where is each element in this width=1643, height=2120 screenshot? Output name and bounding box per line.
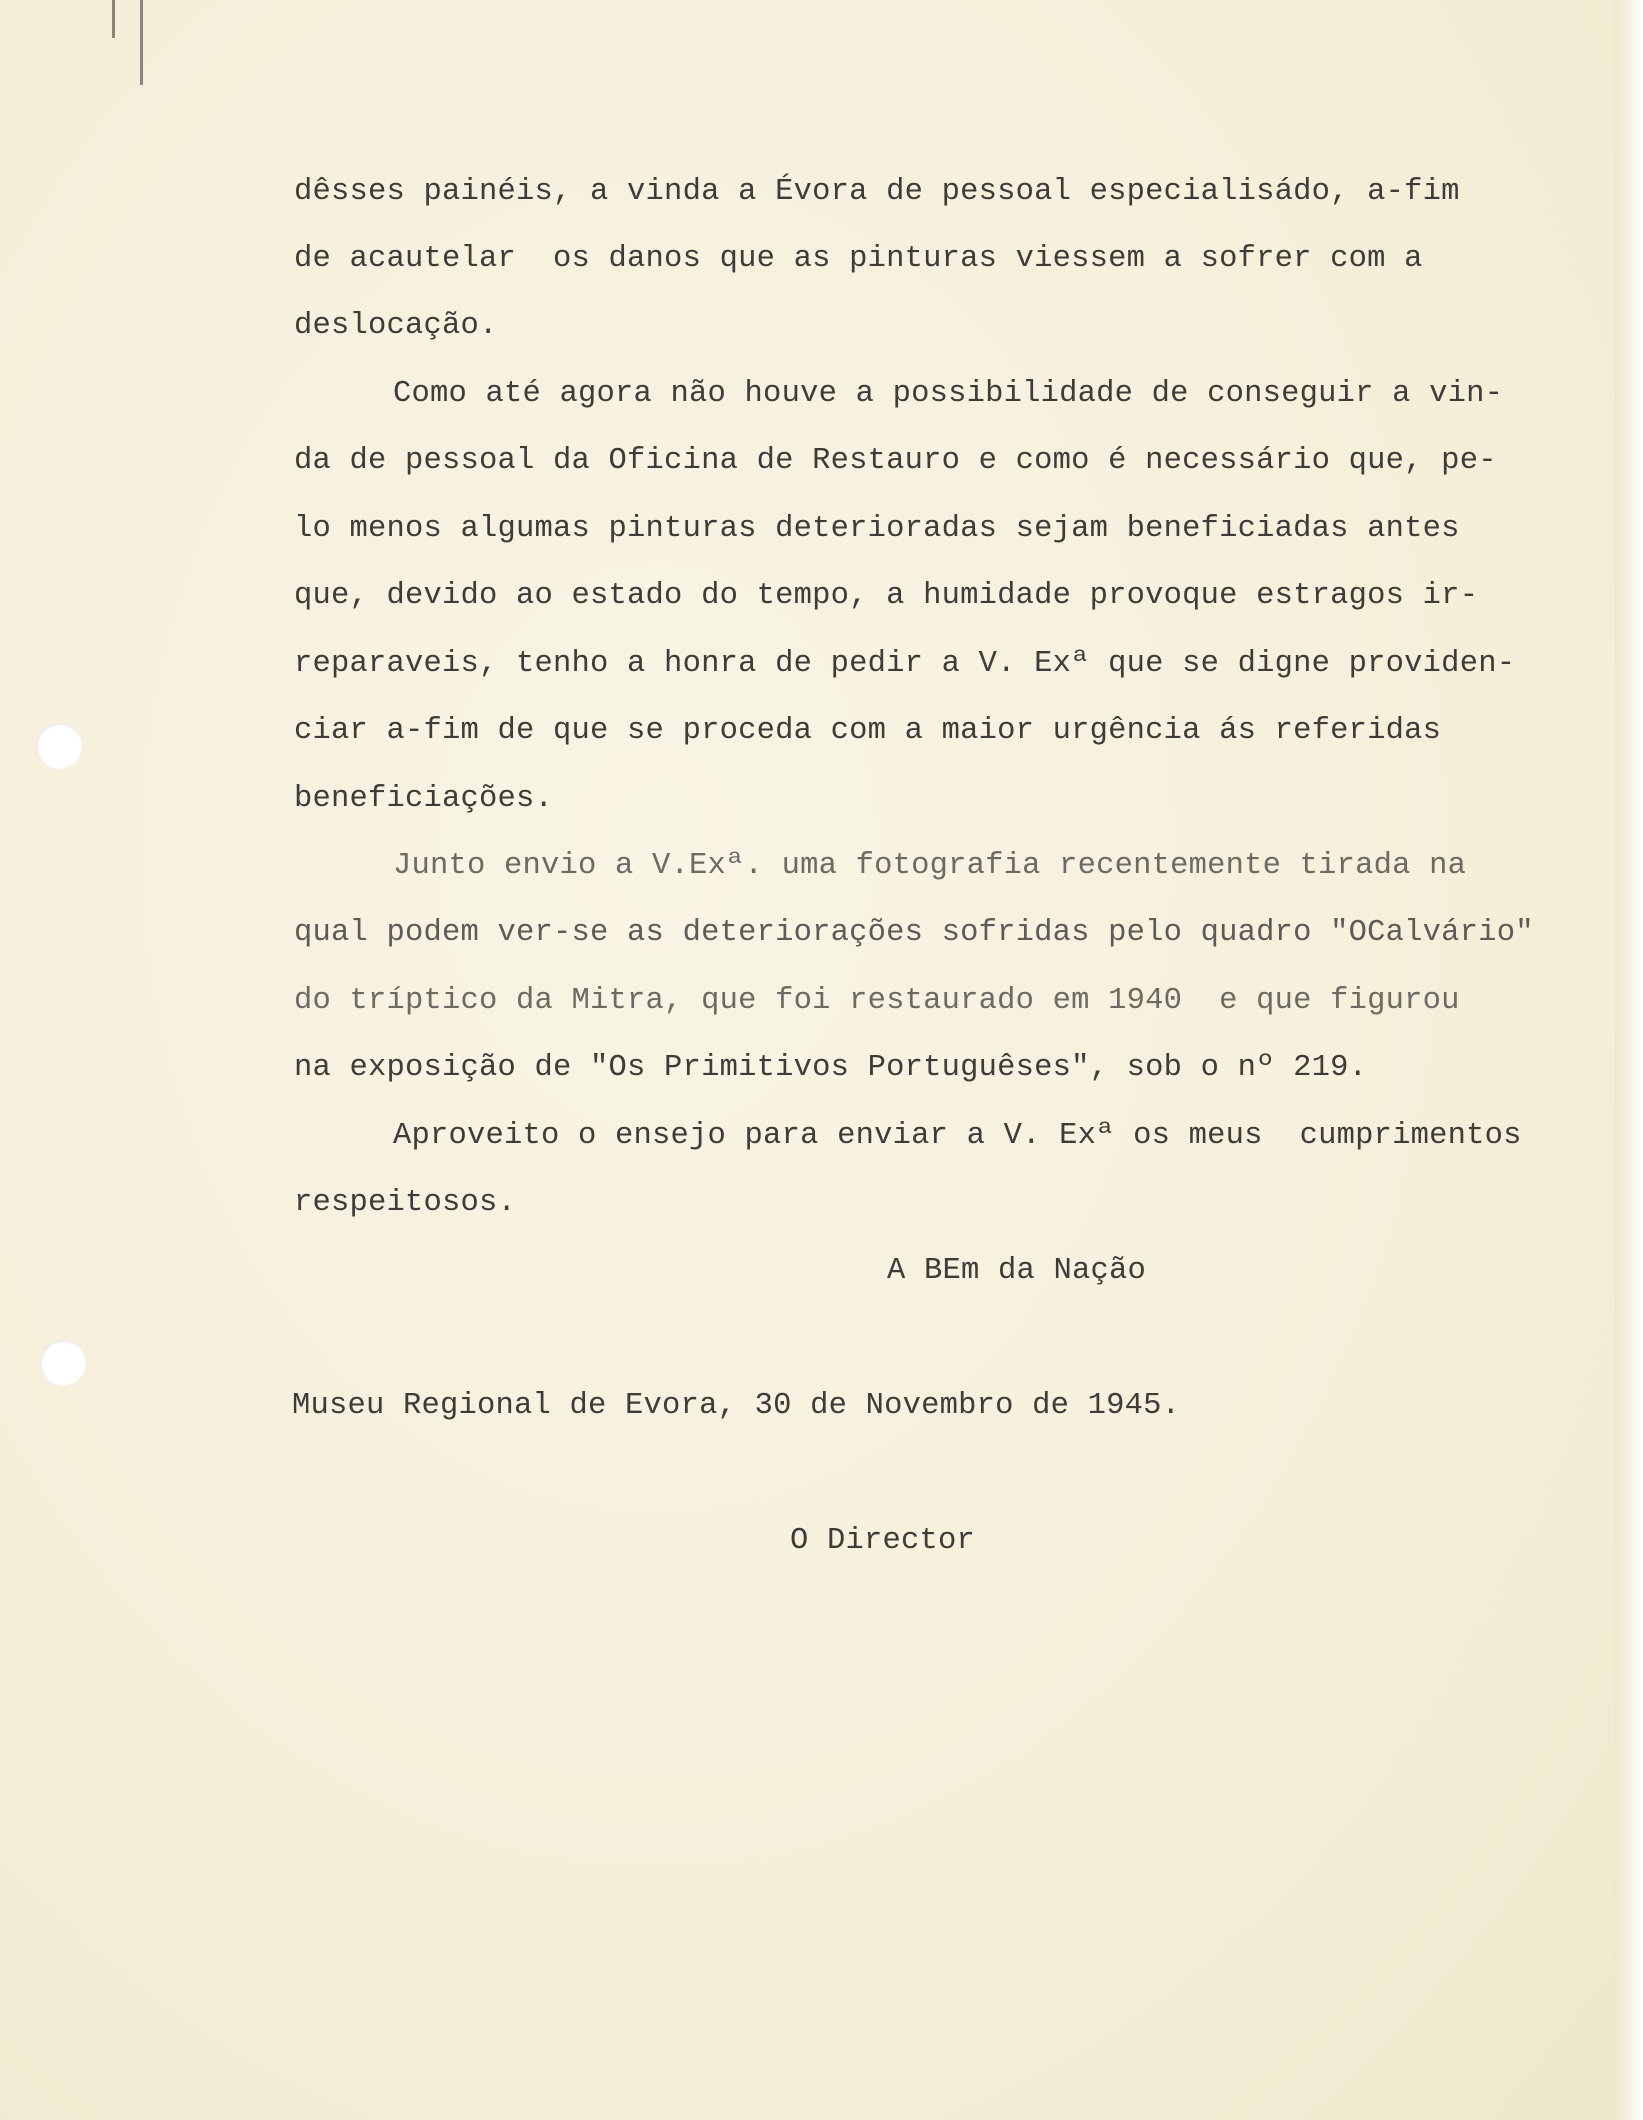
binding-mark bbox=[112, 0, 115, 38]
body-line: Como até agora não houve a possibilidade de conseguir a vin- bbox=[393, 377, 1504, 411]
body-line: qual podem ver-se as deteriorações sofridas pelo quadro "OCalvário" bbox=[294, 916, 1534, 950]
body-line: reparaveis, tenho a honra de pedir a V. Exª que se digne providen- bbox=[294, 647, 1516, 681]
body-line: de acautelar os danos que as pinturas viessem a sofrer com a bbox=[294, 242, 1423, 276]
body-line: Junto envio a V.Exª. uma fotografia recentemente tirada na bbox=[393, 849, 1467, 883]
punch-hole bbox=[40, 1340, 86, 1386]
body-line: que, devido ao estado do tempo, a humidade provoque estragos ir- bbox=[294, 579, 1479, 613]
body-line: lo menos algumas pinturas deterioradas sejam beneficiadas antes bbox=[294, 512, 1460, 546]
body-line: deslocação. bbox=[294, 309, 498, 343]
body-line: na exposição de "Os Primitivos Portuguêses", sob o nº 219. bbox=[294, 1051, 1368, 1085]
body-line: Aproveito o ensejo para enviar a V. Exª os meus cumprimentos bbox=[393, 1119, 1522, 1153]
binding-mark bbox=[140, 0, 143, 85]
body-line: beneficiações. bbox=[294, 782, 554, 816]
signature-title: O Director bbox=[790, 1524, 976, 1558]
body-line: dêsses painéis, a vinda a Évora de pessoal especialisádo, a-fim bbox=[294, 175, 1460, 209]
body-line: respeitosos. bbox=[294, 1186, 517, 1220]
body-line: da de pessoal da Oficina de Restauro e como é necessário que, pe- bbox=[294, 444, 1497, 478]
closing-salutation: A BEm da Nação bbox=[887, 1254, 1147, 1288]
punch-hole bbox=[36, 723, 82, 769]
body-line: do tríptico da Mitra, que foi restaurado em 1940 e que figurou bbox=[294, 984, 1460, 1018]
paper-edge bbox=[1615, 0, 1643, 2120]
place-date: Museu Regional de Evora, 30 de Novembro de 1945. bbox=[292, 1389, 1181, 1423]
body-line: ciar a-fim de que se proceda com a maior urgência ás referidas bbox=[294, 714, 1442, 748]
